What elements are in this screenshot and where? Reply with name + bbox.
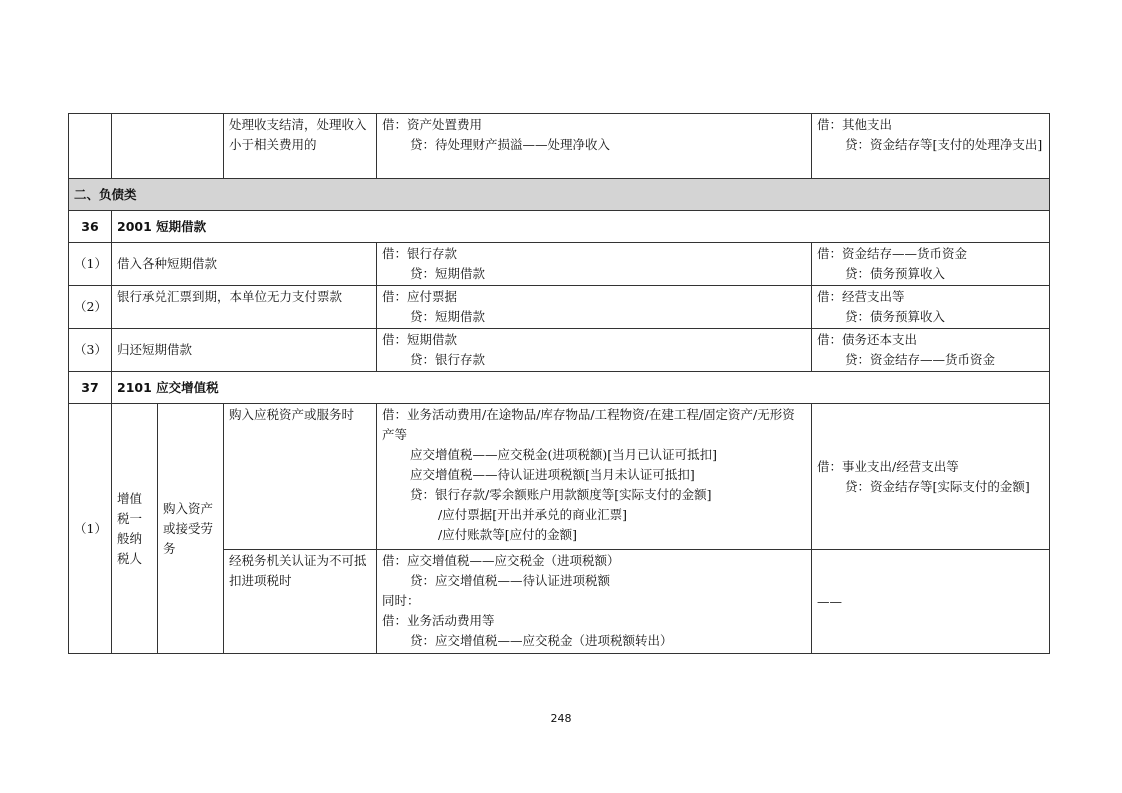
empty-cell <box>112 114 224 179</box>
row-description: 归还短期借款 <box>112 329 377 372</box>
budget-entry-cell <box>812 404 1050 550</box>
section-row <box>69 179 1050 211</box>
account-title: 2001 短期借款 <box>112 211 1050 243</box>
row-description: 银行承兑汇票到期，本单位无力支付票款 <box>112 286 377 329</box>
row-number: （3） <box>69 329 112 372</box>
financial-entry-cell <box>377 329 812 372</box>
row-number: （1） <box>69 404 112 654</box>
row-number: （2） <box>69 286 112 329</box>
account-header-row <box>69 372 1050 404</box>
entry-line: 借：银行存款 <box>382 246 458 261</box>
entry-line: 借：业务活动费用等 <box>382 613 495 628</box>
financial-entry-cell <box>377 404 812 550</box>
account-number: 36 <box>69 211 112 243</box>
entry-line: 贷：银行存款/零余额账户用款额度等[实际支付的金额] <box>410 487 712 502</box>
entry-line: /应付票据[开出并承兑的商业汇票] <box>438 507 627 522</box>
entry-line: 借：其他支出 <box>817 117 893 132</box>
entry-line: 借：经营支出等 <box>817 289 905 304</box>
table-row <box>69 114 1050 179</box>
financial-entry-cell <box>377 550 812 654</box>
entry-line: 贷：资金结存等[实际支付的金额] <box>845 478 1030 494</box>
account-number: 37 <box>69 372 112 404</box>
row-description: 经税务机关认证为不可抵扣进项税时 <box>224 550 377 654</box>
table-row <box>69 329 1050 372</box>
entry-line: 贷：银行存款 <box>410 352 486 367</box>
budget-entry-cell <box>812 286 1050 329</box>
account-title: 2101 应交增值税 <box>112 372 1050 404</box>
entry-line: 贷：债务预算收入 <box>845 309 946 324</box>
entry-line: 应交增值税——应交税金(进项税额)[当月已认证可抵扣] <box>410 447 718 462</box>
entry-line: 贷：应交增值税——应交税金（进项税额转出） <box>410 633 673 648</box>
financial-entry-cell <box>377 114 812 179</box>
accounting-table <box>68 113 1050 654</box>
entry-line: 借：业务活动费用/在途物品/库存物品/工程物资/在建工程/固定资产/无形资产等 <box>382 407 795 442</box>
entry-line: 借：应付票据 <box>382 289 458 304</box>
budget-entry-cell <box>812 243 1050 286</box>
budget-entry-cell <box>812 329 1050 372</box>
taxpayer-type: 增值税一般纳税人 <box>112 404 158 654</box>
entry-line: 贷：资金结存等[支付的处理净支出] <box>845 137 1043 152</box>
entry-line: 贷：短期借款 <box>410 266 486 281</box>
table-row <box>69 286 1050 329</box>
entry-line: 同时： <box>382 593 420 608</box>
entry-line: /应付账款等[应付的金额] <box>438 527 577 542</box>
table-row <box>69 243 1050 286</box>
entry-line: 贷：资金结存——货币资金 <box>845 352 996 367</box>
empty-entry-dash: —— <box>817 593 842 609</box>
entry-line: 贷：应交增值税——待认证进项税额 <box>410 573 611 588</box>
row-description: 处理收支结清，处理收入小于相关费用的 <box>224 114 377 179</box>
entry-line: 贷：债务预算收入 <box>845 266 946 281</box>
row-description: 借入各种短期借款 <box>112 243 377 286</box>
row-description: 购入应税资产或服务时 <box>224 404 377 550</box>
financial-entry-cell <box>377 243 812 286</box>
financial-entry-cell <box>377 286 812 329</box>
entry-line: 借：事业支出/经营支出等 <box>817 458 959 474</box>
page-number: 248 <box>550 712 572 725</box>
empty-cell <box>69 114 112 179</box>
entry-line: 借：短期借款 <box>382 332 458 347</box>
entry-line: 借：资金结存——货币资金 <box>817 246 968 261</box>
entry-line: 应交增值税——待认证进项税额[当月未认证可抵扣] <box>410 467 695 482</box>
entry-line: 贷：短期借款 <box>410 309 486 324</box>
entry-line: 借：应交增值税——应交税金（进项税额） <box>382 553 620 568</box>
entry-line: 贷：待处理财产损溢——处理净收入 <box>410 137 611 152</box>
table-row <box>69 404 1050 550</box>
section-title: 二、负债类 <box>69 179 1050 211</box>
entry-line: 借：资产处置费用 <box>382 117 483 132</box>
account-header-row <box>69 211 1050 243</box>
budget-entry-cell <box>812 550 1050 654</box>
transaction-category: 购入资产或接受劳务 <box>158 404 224 654</box>
budget-entry-cell <box>812 114 1050 179</box>
entry-line: 借：债务还本支出 <box>817 332 918 347</box>
row-number: （1） <box>69 243 112 286</box>
